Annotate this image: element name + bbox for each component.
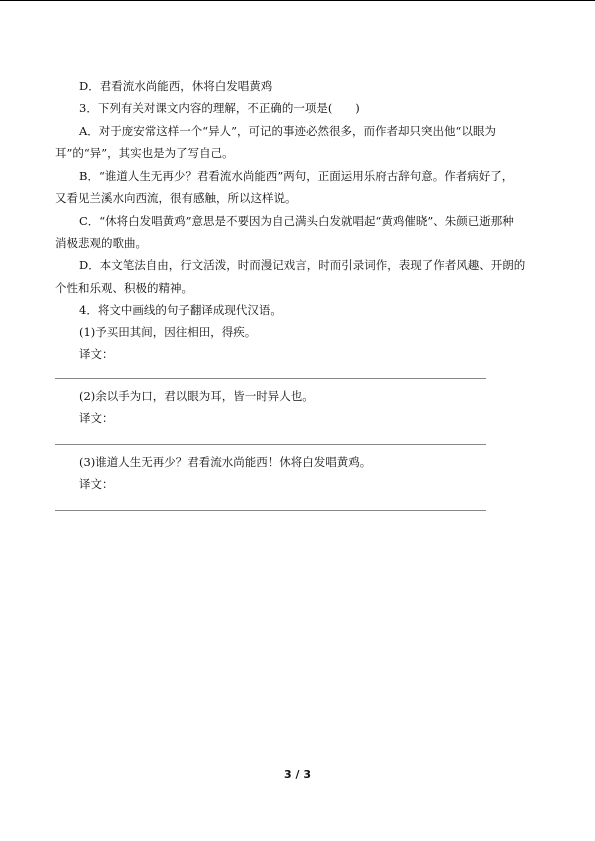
option-d-prev: D．君看流水尚能西，休将白发唱黄鸡 [79, 79, 273, 93]
option-c-line1: C．“休将白发唱黄鸡”意思是不要因为自己满头白发就唱起“黄鸡催晓”、朱颜已逝那种 [79, 214, 514, 228]
option-a-line2: 耳”的“异”，其实也是为了写自己。 [55, 146, 234, 160]
sentence-1: (1)予买田其间，因往相田，得疾。 [79, 325, 257, 339]
answer-line-1 [55, 378, 486, 379]
option-b-line2: 又看见兰溪水向西流，很有感触，所以这样说。 [55, 191, 297, 205]
translation-label-1: 译文： [79, 347, 114, 361]
option-d-line1: D．本文笔法自由，行文活泼，时而漫记戏言，时而引录词作，表现了作者风趣、开朗的 [79, 258, 526, 272]
sentence-2: (2)余以手为口，君以眼为耳，皆一时异人也。 [79, 389, 314, 403]
option-c-line2: 消极悲观的歌曲。 [55, 236, 147, 250]
option-a-line1: A．对于庞安常这样一个“异人”，可记的事迹必然很多，而作者却只突出他“以眼为 [79, 124, 496, 138]
page-top-border [0, 0, 595, 1]
answer-line-3 [55, 510, 486, 511]
page-number: 3 / 3 [284, 768, 311, 781]
translation-label-3: 译文： [79, 477, 114, 491]
translation-label-2: 译文： [79, 411, 114, 425]
question-3: 3．下列有关对课文内容的理解，不正确的一项是( ) [79, 101, 360, 115]
sentence-3: (3)谁道人生无再少？君看流水尚能西！休将白发唱黄鸡。 [79, 455, 372, 469]
answer-line-2 [55, 444, 486, 445]
option-d-line2: 个性和乐观、积极的精神。 [55, 281, 193, 295]
question-4: 4．将文中画线的句子翻译成现代汉语。 [79, 303, 282, 317]
option-b-line1: B．“谁道人生无再少？君看流水尚能西”两句，正面运用乐府古辞句意。作者病好了， [79, 169, 514, 183]
